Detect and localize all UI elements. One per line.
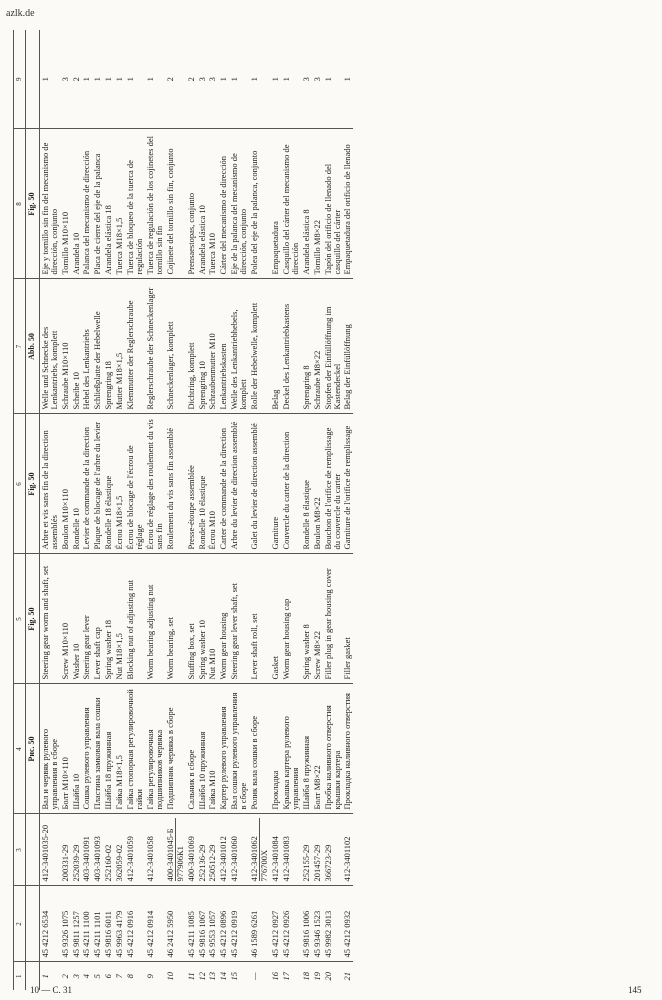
quantity: 1	[322, 77, 333, 82]
quantity: 1	[218, 77, 229, 82]
column-caption-row	[26, 30, 39, 990]
row-index: 13	[207, 962, 218, 990]
name-fr: Écrou M10	[207, 414, 218, 554]
name-es: Prensaestopas, conjunto	[186, 129, 197, 279]
name-ru: Гайка стопорная регулировочной гайки	[125, 684, 145, 814]
part-number	[165, 814, 186, 886]
table-row	[60, 30, 71, 990]
row-index: 9	[145, 962, 165, 990]
catalog-code: 45 9346 1523	[312, 886, 323, 962]
name-es: Eje y tornillo sin fin del mecanismo de dirección, conjunto	[39, 129, 59, 279]
catalog-code: 45 4212 6534	[39, 886, 59, 962]
row-index: 21	[342, 962, 353, 990]
quantity: 3	[300, 77, 311, 82]
name-es: Tuerca de regulación de los cojinetes del tornillo sin fin	[145, 129, 165, 279]
name-ru: Картер рулевого управления	[218, 684, 229, 814]
name-fr: Écrou M18×1,5	[114, 414, 125, 554]
name-en: Stuffing box, set	[186, 554, 197, 684]
name-en: Spring washer 10	[197, 554, 208, 684]
quantity: 2	[70, 77, 81, 82]
part-number: 362059-02	[114, 814, 125, 886]
column-number: 5	[14, 554, 26, 684]
part-number: 200331-29	[60, 814, 71, 886]
quantity: 1	[39, 77, 50, 82]
name-ru: Шайба 10	[71, 684, 82, 814]
catalog-code: 45 4212 0927	[270, 886, 281, 962]
name-de: Sprengring 18	[103, 279, 114, 414]
column-number: 8	[14, 129, 26, 279]
name-en: Steering gear worm and shaft, set	[39, 554, 59, 684]
footer-signature: 10 — С. 31	[30, 985, 73, 995]
part-number: 250512-29	[207, 814, 218, 886]
caption-de: Abb. 50	[26, 279, 39, 414]
row-index: 8	[125, 962, 145, 990]
name-es: Cojinete del tornillo sin fin, conjunto	[165, 129, 186, 279]
table-row	[165, 30, 186, 990]
name-es: Arandela elástica 10	[197, 129, 208, 279]
quantity: 1	[144, 77, 155, 82]
name-fr: Plaque de blocage de l'arbre du levier	[92, 414, 103, 554]
name-es: Tornillo M8×22	[312, 129, 323, 279]
part-number: 412-3401059	[125, 814, 145, 886]
table-row	[281, 30, 301, 990]
column-number: 9	[14, 30, 26, 129]
table-row	[92, 30, 103, 990]
name-es: Casquillo del cárter del mecanismo de dirección	[281, 129, 301, 279]
column-number: 3	[14, 814, 26, 886]
name-ru: Подшипник червяка в сборе	[165, 684, 186, 814]
name-fr: Couvercle du carter de la direction	[281, 414, 301, 554]
name-en: Filler gasket	[342, 554, 353, 684]
table-row	[342, 30, 353, 990]
part-number: 412-3401012	[218, 814, 229, 886]
name-fr: Rondelle 10 élastique	[197, 414, 208, 554]
row-index: 15	[229, 962, 249, 990]
column-number-row	[14, 30, 26, 990]
name-de: Belag der Einfüllöffnung	[342, 279, 353, 414]
row-index: 19	[312, 962, 323, 990]
name-es: Polea del eje de la palanca, conjunto	[249, 129, 270, 279]
part-number: 201457-29	[312, 814, 323, 886]
name-fr: Écrou de blocage de l'écrou de réglage	[125, 414, 145, 554]
name-ru: Шайба 8 пружинная	[301, 684, 312, 814]
name-de: Welle und Schnecke des Lenkantriebs, komplett	[39, 279, 59, 414]
row-index: 10	[165, 962, 186, 990]
name-de: Deckel des Lenkantriebkastens	[281, 279, 301, 414]
row-index: —	[249, 962, 270, 990]
catalog-code: 46 1589 6261	[249, 886, 270, 962]
table-row	[39, 30, 59, 990]
name-en: Worm gear housing cap	[281, 554, 301, 684]
part-number: 412-3401060	[229, 814, 249, 886]
name-en: Gasket	[270, 554, 281, 684]
quantity: 2	[185, 77, 196, 82]
row-index: 11	[186, 962, 197, 990]
table-row	[229, 30, 249, 990]
catalog-code: 45 4211 1085	[186, 886, 197, 962]
catalog-code: 45 9963 4179	[114, 886, 125, 962]
name-es: Placa de cierre del eje de la palanca	[92, 129, 103, 279]
part-number: 412-3401083	[281, 814, 301, 886]
name-en: Nut M18×1,5	[114, 554, 125, 684]
quantity: 3	[59, 77, 70, 82]
name-en: Steering gear lever	[81, 554, 92, 684]
name-es: Palanca del mecanismo de dirección	[81, 129, 92, 279]
name-de: Stopfen der Einfüllöffnung im Kastendeckel	[323, 279, 343, 414]
name-ru: Сальник в сборе	[186, 684, 197, 814]
watermark: azlk.de	[6, 8, 35, 19]
part-number: 403-3401093	[92, 814, 103, 886]
name-de: Schraube M10×110	[60, 279, 71, 414]
table-row	[71, 30, 82, 990]
part-number	[249, 814, 270, 886]
name-fr: Boulon M8×22	[312, 414, 323, 554]
quantity: 1	[342, 77, 353, 82]
table-row	[312, 30, 323, 990]
name-ru: Пластина замковая вала сошки	[92, 684, 103, 814]
catalog-code: 45 4212 0914	[145, 886, 165, 962]
row-index: 3	[71, 962, 82, 990]
part-number: 412-3401058	[145, 814, 165, 886]
name-fr: Rondelle 8 élastique	[301, 414, 312, 554]
row-index: 4	[81, 962, 92, 990]
quantity: 1	[103, 77, 114, 82]
name-ru: Болт М10×110	[60, 684, 71, 814]
name-de: Scheibe 10	[71, 279, 82, 414]
name-fr: Bouchon de l'orifice de remplissage du couvercle du carter	[323, 414, 343, 554]
name-ru: Вал сошки рулевого управления в сборе	[229, 684, 249, 814]
name-de: Reglerschraube der Schneckenlager	[145, 279, 165, 414]
part-number: 252160-02	[103, 814, 114, 886]
row-index: 12	[197, 962, 208, 990]
quantity: 1	[125, 77, 136, 82]
name-ru: Сошка рулевого управления	[81, 684, 92, 814]
part-number-secondary: 977906К1	[174, 846, 185, 882]
page-number: 145	[628, 985, 642, 995]
row-index: 17	[281, 962, 301, 990]
caption-fr: Fig. 50	[26, 414, 39, 554]
name-ru: Прокладка	[270, 684, 281, 814]
quantity: 1	[270, 77, 281, 82]
catalog-code: 45 9816 6011	[103, 886, 114, 962]
row-index: 6	[103, 962, 114, 990]
name-ru: Болт М8×22	[312, 684, 323, 814]
quantity: 3	[207, 77, 218, 82]
parts-table-rotated	[13, 30, 633, 990]
name-fr: Boulon M10×110	[60, 414, 71, 554]
name-en: Screw M10×110	[60, 554, 71, 684]
catalog-code: 45 4212 0919	[229, 886, 249, 962]
name-en: Worm bearing, set	[165, 554, 186, 684]
name-fr: Garniture	[270, 414, 281, 554]
table-row	[114, 30, 125, 990]
name-de: Lenkantriebskasten	[218, 279, 229, 414]
catalog-code: 45 4211 1100	[81, 886, 92, 962]
quantity: 1	[280, 77, 291, 82]
catalog-code: 45 9816 1006	[301, 886, 312, 962]
name-en: Blocking nut of adjusting nut	[125, 554, 145, 684]
name-fr: Écrou de réglage des roulement du vis sans fin	[145, 414, 165, 554]
catalog-code: 45 9553 1057	[207, 886, 218, 962]
name-de: Schraube M8×22	[312, 279, 323, 414]
name-en: Spring washer 8	[301, 554, 312, 684]
part-number: 252039-29	[71, 814, 82, 886]
name-es: Tapón del orificio de llenado del casquillo del cárter	[323, 129, 343, 279]
name-fr: Rondelle 18 élastique	[103, 414, 114, 554]
column-number: 2	[14, 886, 26, 962]
parts-table	[13, 30, 353, 990]
catalog-code: 45 9326 1075	[60, 886, 71, 962]
name-fr: Arbre et vis sans fin de la direction assemblés	[39, 414, 59, 554]
name-ru: Пробка наливного отверстия крышки картера	[323, 684, 343, 814]
caption-en: Fig. 50	[26, 554, 39, 684]
name-de: Sprengring 10	[197, 279, 208, 414]
part-number-primary: 400-3401045-Б	[166, 819, 176, 882]
column-number: 7	[14, 279, 26, 414]
quantity: 1	[114, 77, 125, 82]
name-fr: Rondelle 10	[71, 414, 82, 554]
part-number: 403-3401091	[81, 814, 92, 886]
name-en: Worm bearing adjusting nut	[145, 554, 165, 684]
name-de: Welle des Lenkantriebhebels, komplett	[229, 279, 249, 414]
part-number: 412-3401102	[342, 814, 353, 886]
row-index: 7	[114, 962, 125, 990]
catalog-code: 46 2412 5950	[165, 886, 186, 962]
name-ru: Шайба 18 пружинная	[103, 684, 114, 814]
name-en: Lever shaft cap	[92, 554, 103, 684]
table-row	[125, 30, 145, 990]
quantity: 1	[92, 77, 103, 82]
name-es: Arandela elástica 8	[301, 129, 312, 279]
part-number: 400-3401069	[186, 814, 197, 886]
quantity: 3	[311, 77, 322, 82]
name-fr: Presse-étoupe assemblée	[186, 414, 197, 554]
name-ru: Гайка М10	[207, 684, 218, 814]
catalog-code: 45 4212 0896	[218, 886, 229, 962]
row-index: 1	[39, 962, 59, 990]
name-en: Worm gear housing	[218, 554, 229, 684]
name-es: Empaquetadura	[270, 129, 281, 279]
quantity: 1	[81, 77, 92, 82]
caption-es: Fig. 50	[26, 129, 39, 279]
table-row	[270, 30, 281, 990]
row-index: 2	[60, 962, 71, 990]
part-number: 412-3401035-20	[39, 814, 59, 886]
part-number: 412-3401084	[270, 814, 281, 886]
name-en: Filler plug in gear housing cover	[323, 554, 343, 684]
name-ru: Шайба 10 пружинная	[197, 684, 208, 814]
name-en: Screw M8×22	[312, 554, 323, 684]
catalog-code: 45 4211 1101	[92, 886, 103, 962]
quantity: 3	[196, 77, 207, 82]
catalog-code: 45 9811 1257	[71, 886, 82, 962]
name-en: Steering gear lever shaft, set	[229, 554, 249, 684]
catalog-code: 45 4212 0926	[281, 886, 301, 962]
name-ru: Крышка картера рулевого управления	[281, 684, 301, 814]
row-index: 20	[323, 962, 343, 990]
row-index: 18	[301, 962, 312, 990]
name-fr: Carter de commande de la direction	[218, 414, 229, 554]
name-de: Dichtring, komplett	[186, 279, 197, 414]
part-number-secondary: 776700X	[259, 849, 270, 882]
quantity: 2	[164, 77, 175, 82]
table-row	[301, 30, 312, 990]
catalog-code: 45 4212 0932	[342, 886, 353, 962]
row-index: 16	[270, 962, 281, 990]
part-number: 366723-29	[323, 814, 343, 886]
name-de: Schneckenlager, komplett	[165, 279, 186, 414]
column-number: 1	[14, 962, 26, 990]
name-es: Tornillo M10×110	[60, 129, 71, 279]
name-en: Lever shaft roll, set	[249, 554, 270, 684]
parts-table-body	[39, 30, 353, 990]
name-ru: Гайка М18×1,5	[114, 684, 125, 814]
name-es: Empaquetadura del orificio de llenado	[342, 129, 353, 279]
name-es: Tuerca M18×1,5	[114, 129, 125, 279]
name-es: Arandela 10	[71, 129, 82, 279]
table-row	[103, 30, 114, 990]
table-row	[186, 30, 197, 990]
name-fr: Levier de commande de la direction	[81, 414, 92, 554]
table-row	[81, 30, 92, 990]
name-ru: Прокладка наливного отверстия	[342, 684, 353, 814]
name-es: Tuerca M10	[207, 129, 218, 279]
part-number: 252136-29	[197, 814, 208, 886]
name-es: Tuerca de bloqueo de la tuerca de regulación	[125, 129, 145, 279]
name-es: Eje de la palanca del mecanismo de dirección, conjunto	[229, 129, 249, 279]
name-ru: Гайка регулировочная подшипников червяка	[145, 684, 165, 814]
name-ru: Вал и червяк рулевого управления в сборе	[39, 684, 59, 814]
quantity: 1	[229, 77, 240, 82]
name-de: Rolle der Hebelwelle, komplett	[249, 279, 270, 414]
table-row	[197, 30, 208, 990]
column-number: 4	[14, 684, 26, 814]
row-index: 5	[92, 962, 103, 990]
name-de: Mutter M18×1,5	[114, 279, 125, 414]
table-row	[323, 30, 343, 990]
name-fr: Galet du levier de direction assemblé	[249, 414, 270, 554]
name-en: Nut M10	[207, 554, 218, 684]
quantity: 1	[249, 77, 260, 82]
catalog-code: 45 9816 1067	[197, 886, 208, 962]
catalog-code: 45 4212 0916	[125, 886, 145, 962]
part-number: 252155-29	[301, 814, 312, 886]
name-de: Belag	[270, 279, 281, 414]
name-fr: Garniture de l'orifice de remplissage	[342, 414, 353, 554]
name-de: Schließplatte der Hebelwelle	[92, 279, 103, 414]
name-ru: Ролик вала сошки в сборе	[249, 684, 270, 814]
name-de: Klemmutter der Reglerschraube	[125, 279, 145, 414]
table-row	[249, 30, 270, 990]
name-es: Cárter del mecanismo de dirección	[218, 129, 229, 279]
part-number-primary: 412-3401062	[250, 819, 260, 882]
name-de: Sprengring 8	[301, 279, 312, 414]
name-de: Schraubenmutter M10	[207, 279, 218, 414]
name-en: Spring washer 18	[103, 554, 114, 684]
name-es: Arandela elástica 18	[103, 129, 114, 279]
name-fr: Arbre du levier de direction assemblé	[229, 414, 249, 554]
column-number: 6	[14, 414, 26, 554]
name-en: Washer 10	[71, 554, 82, 684]
table-row	[218, 30, 229, 990]
row-index: 14	[218, 962, 229, 990]
name-fr: Roulement du vis sans fin assemblé	[165, 414, 186, 554]
name-de: Hebel des Lenkantriebs	[81, 279, 92, 414]
table-row	[145, 30, 165, 990]
table-row	[207, 30, 218, 990]
catalog-code: 45 9982 3013	[323, 886, 343, 962]
caption-ru: Рис. 50	[26, 684, 39, 814]
